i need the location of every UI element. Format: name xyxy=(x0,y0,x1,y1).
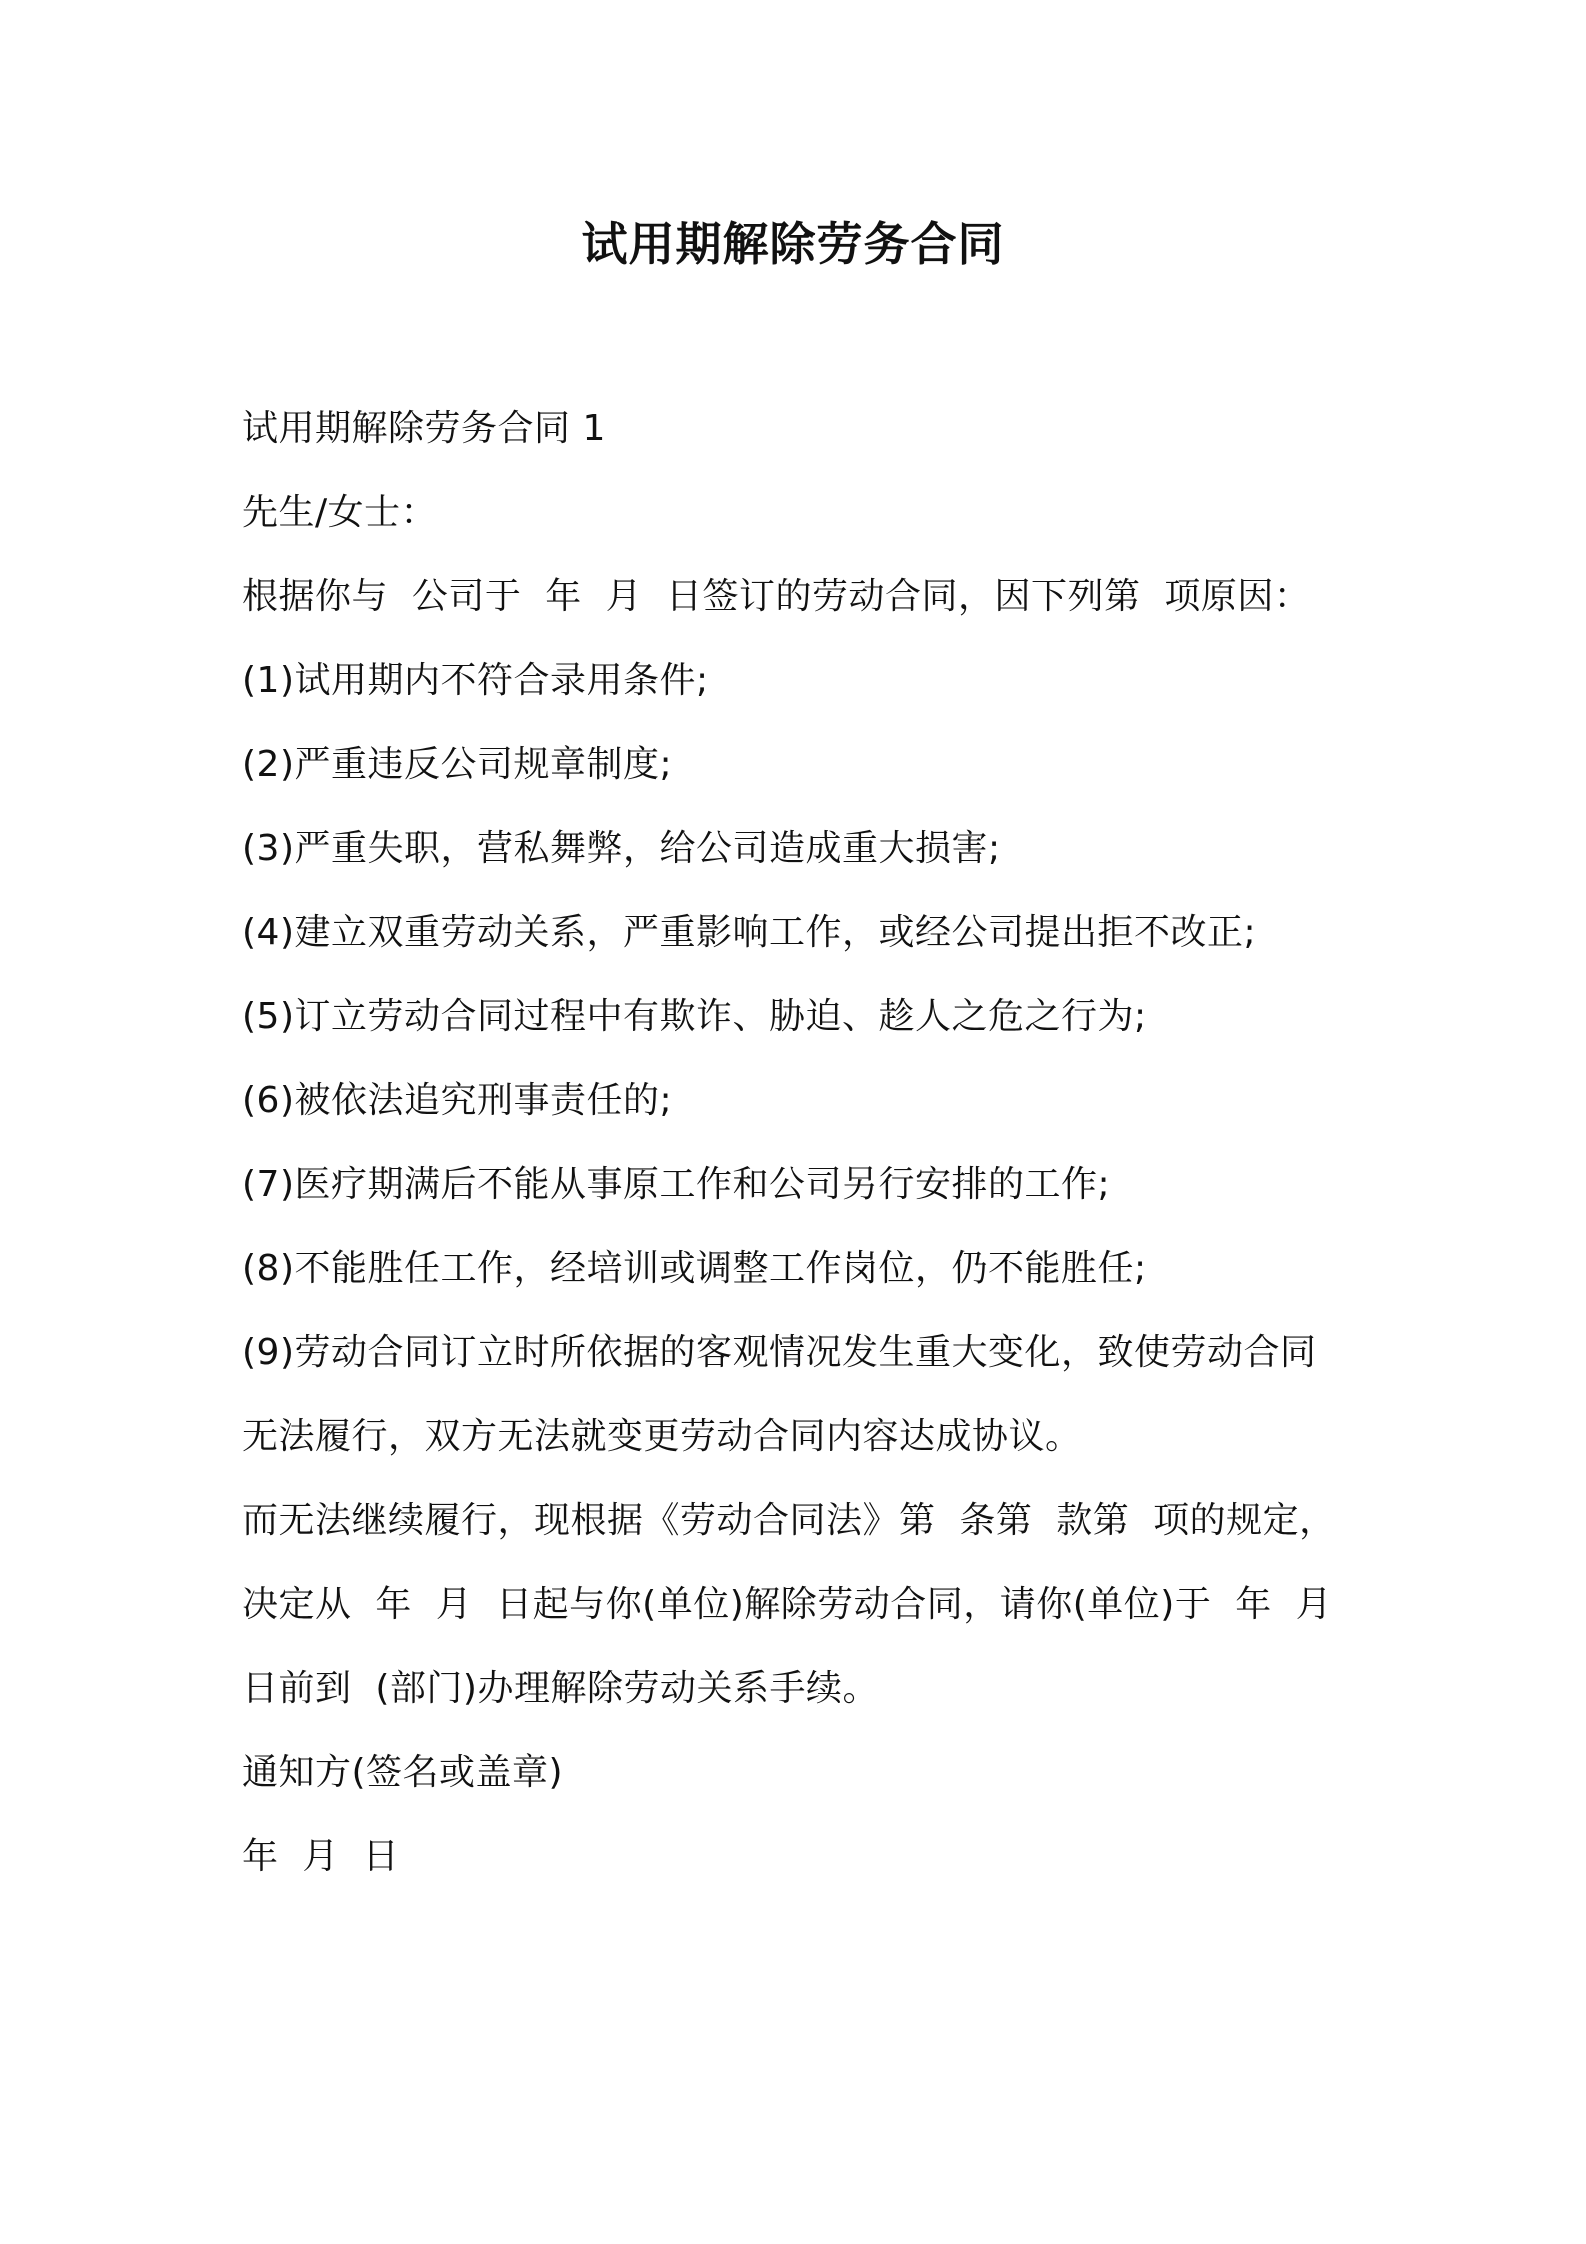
document-title: 试用期解除劳务合同 xyxy=(581,217,1005,271)
date-line: 年 月 日 xyxy=(242,1836,400,1877)
document-body xyxy=(242,404,1382,1916)
reason-item: (4)建立双重劳动关系，严重影响工作，或经公司提出拒不改正; xyxy=(242,912,1257,953)
reason-item: (8)不能胜任工作，经培训或调整工作岗位，仍不能胜任; xyxy=(242,1248,1147,1289)
reason-item-continued: 无法履行，双方无法就变更劳动合同内容达成协议。 xyxy=(242,1416,1082,1457)
reason-item: (7)医疗期满后不能从事原工作和公司另行安排的工作; xyxy=(242,1164,1111,1205)
intro-paragraph: 根据你与 公司于 年 月 日签订的劳动合同，因下列第 项原因： xyxy=(242,576,1311,617)
reason-item: (1)试用期内不符合录用条件; xyxy=(242,660,709,701)
reason-item: (5)订立劳动合同过程中有欺诈、胁迫、趁人之危之行为; xyxy=(242,996,1147,1037)
document-subtitle: 试用期解除劳务合同 1 xyxy=(242,408,606,449)
decision-paragraph: 日前到 (部门)办理解除劳动关系手续。 xyxy=(242,1668,879,1709)
reason-item: (3)严重失职，营私舞弊，给公司造成重大损害; xyxy=(242,828,1001,869)
reason-item: (6)被依法追究刑事责任的; xyxy=(242,1080,673,1121)
reason-item: (9)劳动合同订立时所依据的客观情况发生重大变化，致使劳动合同 xyxy=(242,1332,1317,1373)
decision-paragraph: 而无法继续履行，现根据《劳动合同法》第 条第 款第 项的规定， xyxy=(242,1500,1336,1541)
signature-line: 通知方(签名或盖章) xyxy=(242,1752,564,1793)
decision-paragraph: 决定从 年 月 日起与你(单位)解除劳动合同，请你(单位)于 年 月 xyxy=(242,1584,1333,1625)
salutation: 先生/女士： xyxy=(242,492,438,533)
reason-item: (2)严重违反公司规章制度; xyxy=(242,744,673,785)
